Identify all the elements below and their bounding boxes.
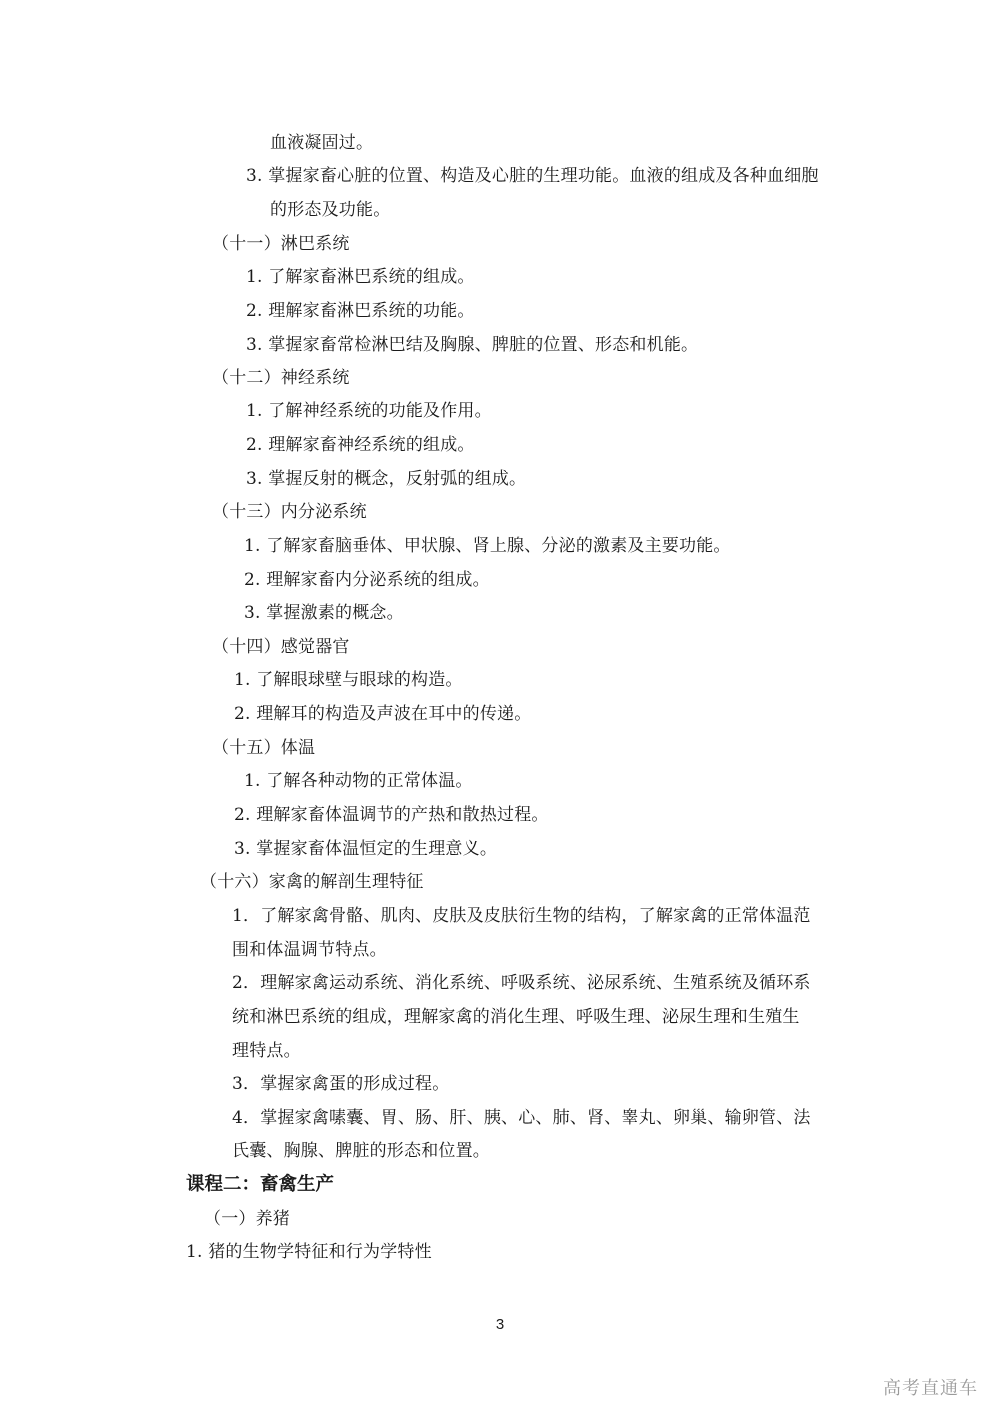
sub-section-heading: （一）养猪	[204, 1209, 290, 1229]
list-item: 2. 理解家畜淋巴系统的功能。	[246, 301, 475, 321]
body-line-1: 血液凝固过。	[270, 133, 374, 153]
list-item-continuation: 统和淋巴系统的组成，理解家禽的消化生理、呼吸生理、泌尿生理和生殖生	[232, 1007, 800, 1027]
list-item: 2. 理解家畜体温调节的产热和散热过程。	[234, 805, 549, 825]
section-heading-13: （十三）内分泌系统	[212, 502, 367, 522]
list-item: 1. 了解眼球壁与眼球的构造。	[234, 670, 463, 690]
sub-list-item: 1. 猪的生物学特征和行为学特性	[186, 1242, 432, 1262]
section-heading-16: （十六）家禽的解剖生理特征	[200, 872, 424, 892]
list-item: 3．掌握家禽蛋的形成过程。	[232, 1074, 450, 1094]
watermark: 高考直通车	[883, 1378, 978, 1399]
section-heading-11: （十一）淋巴系统	[212, 234, 350, 254]
list-item: 2. 理解家畜神经系统的组成。	[246, 435, 475, 455]
list-item: 4．掌握家禽嗉囊、胃、肠、肝、胰、心、肺、肾、睾丸、卵巢、输卵管、法	[232, 1108, 811, 1128]
course-heading: 课程二：畜禽生产	[186, 1174, 335, 1195]
list-item: 1. 了解家畜脑垂体、甲状腺、肾上腺、分泌的激素及主要功能。	[244, 536, 731, 556]
list-item: 3. 掌握反射的概念，反射弧的组成。	[246, 469, 527, 489]
list-item-continuation: 理特点。	[232, 1041, 301, 1061]
list-item-continuation: 围和体温调节特点。	[232, 940, 387, 960]
list-item: 3. 掌握家畜常检淋巴结及胸腺、脾脏的位置、形态和机能。	[246, 335, 699, 355]
list-item: 3. 掌握家畜体温恒定的生理意义。	[234, 839, 498, 859]
section-heading-12: （十二）神经系统	[212, 368, 350, 388]
body-line-3: 的形态及功能。	[270, 200, 391, 220]
list-item: 1. 了解家畜淋巴系统的组成。	[246, 267, 475, 287]
list-item: 2．理解家禽运动系统、消化系统、呼吸系统、泌尿系统、生殖系统及循环系	[232, 973, 811, 993]
section-heading-14: （十四）感觉器官	[212, 637, 350, 657]
list-item: 2. 理解家畜内分泌系统的组成。	[244, 570, 490, 590]
list-item: 3. 掌握激素的概念。	[244, 603, 404, 623]
list-item: 1. 了解神经系统的功能及作用。	[246, 401, 492, 421]
list-item: 1．了解家禽骨骼、肌肉、皮肤及皮肤衍生物的结构，了解家禽的正常体温范	[232, 906, 811, 926]
body-line-2: 3. 掌握家畜心脏的位置、构造及心脏的生理功能。血液的组成及各种血细胞	[246, 166, 819, 186]
section-heading-15: （十五）体温	[212, 738, 316, 758]
list-item-continuation: 氏囊、胸腺、脾脏的形态和位置。	[232, 1141, 490, 1161]
page-number: 3	[495, 1316, 505, 1333]
list-item: 2. 理解耳的构造及声波在耳中的传递。	[234, 704, 532, 724]
list-item: 1. 了解各种动物的正常体温。	[244, 771, 473, 791]
